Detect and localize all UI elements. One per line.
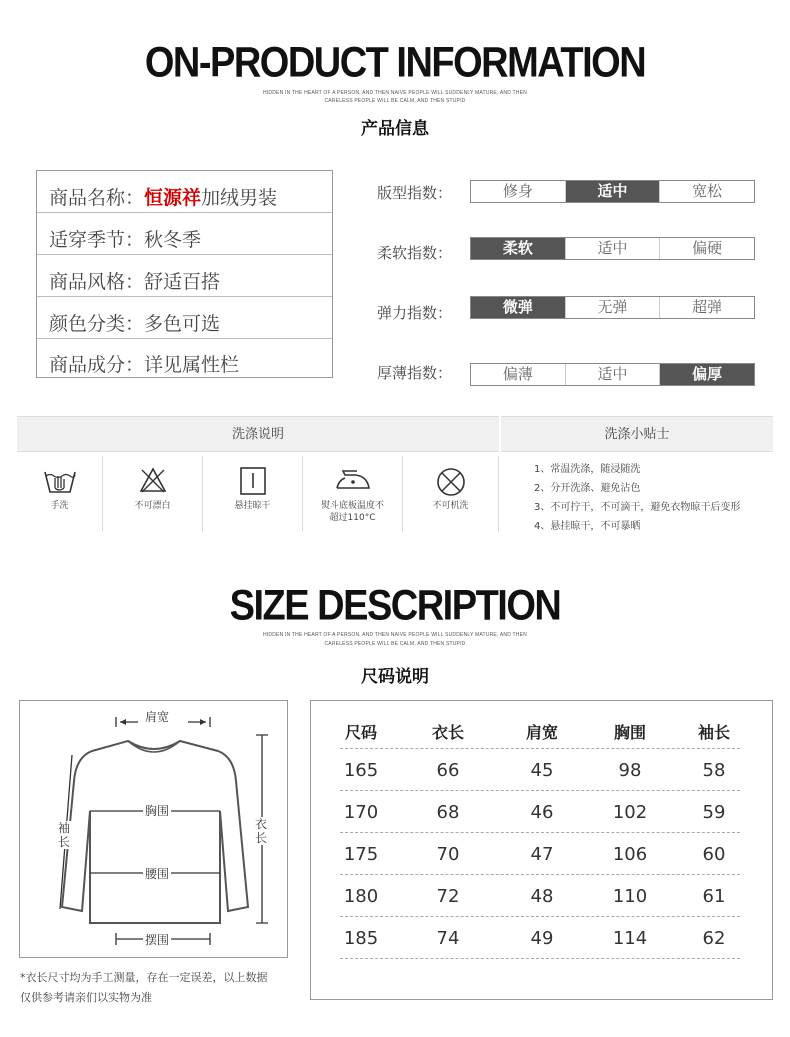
size-table-header: 袖长 [697, 723, 730, 742]
figure-label-hem: 摆围 [145, 933, 170, 947]
size-table-cell: 180 [343, 886, 379, 907]
iron-low-icon [333, 466, 373, 494]
size-table-cell: 102 [612, 802, 648, 823]
size-table-cell: 175 [343, 844, 379, 865]
subtitle-product-info: 产品信息 [361, 119, 429, 139]
attribute-label: 颜色分类： [49, 313, 145, 335]
scale-option-selected: 柔软 [471, 238, 565, 259]
no-machine-wash-icon [435, 466, 467, 498]
divider [37, 254, 332, 255]
note-line: *衣长尺寸均为手工测量，存在一定误差，以上数据 [20, 971, 268, 984]
care-item-hang-dry [203, 456, 303, 532]
care-label [303, 500, 402, 524]
size-table-cell: 66 [436, 760, 460, 781]
no-bleach-icon [138, 466, 168, 494]
care-right-header: 洗涤小贴士 [501, 416, 773, 452]
table-row-divider [340, 916, 740, 917]
care-tip: 1、常温洗涤，随浸随洗 [534, 464, 641, 475]
subtitle-size-info: 尺码说明 [361, 667, 429, 687]
size-table-cell: 68 [436, 802, 460, 823]
size-table-header: 肩宽 [525, 723, 558, 742]
scale-option: 修身 [502, 182, 533, 200]
scale-fit [470, 180, 755, 203]
care-tip: 2、分开洗涤、避免沾色 [534, 483, 641, 494]
scale-option-selected: 偏厚 [659, 364, 754, 385]
care-left-header: 洗涤说明 [17, 416, 499, 452]
section-title-size: SIZE DESCRIPTION [229, 582, 561, 630]
hand-wash-icon [43, 466, 77, 496]
scale-option: 偏硬 [659, 238, 754, 259]
attribute-color [49, 309, 220, 336]
scale-label-fit: 版型指数： [377, 184, 453, 202]
size-table-cell: 72 [436, 886, 460, 907]
size-table-cell: 61 [702, 886, 726, 907]
size-figure-box [19, 700, 288, 958]
attribute-value: 加绒男装 [201, 187, 278, 209]
care-item-hand-wash [17, 456, 103, 532]
scale-label-thickness: 厚薄指数： [377, 364, 453, 382]
divider [37, 338, 332, 339]
care-label-line: 熨斗底板温度不 [320, 501, 384, 511]
care-tips-list [534, 460, 740, 536]
size-table-cell: 58 [702, 760, 726, 781]
table-row-divider [340, 748, 740, 749]
size-table-cell: 45 [530, 760, 554, 781]
attribute-material [49, 350, 239, 377]
size-table-cell: 74 [436, 928, 460, 949]
size-table-cell: 62 [702, 928, 726, 949]
attribute-label: 商品名称： [49, 187, 145, 209]
size-table-cell: 98 [618, 760, 642, 781]
note-line: 仅供参考请亲们以实物为准 [20, 991, 152, 1004]
attribute-value: 秋冬季 [144, 229, 202, 251]
attribute-style [49, 267, 220, 294]
size-table-header: 尺码 [344, 723, 377, 742]
size-table-cell: 185 [343, 928, 379, 949]
attribute-season [49, 225, 201, 252]
tagline-line-1: HIDDEN IN THE HEART OF A PERSON, AND THEN NAIVE PEOPLE WILL SUDDENLY MATURE, AND THEN [263, 90, 527, 96]
care-item-no-bleach [103, 456, 203, 532]
tagline-line-2: CARELESS PEOPLE WILL BE CALM, AND THEN STUPID [324, 98, 466, 104]
attribute-value: 详见属性栏 [144, 354, 240, 376]
figure-label-shoulder: 肩宽 [145, 710, 170, 724]
size-table-cell: 60 [702, 844, 726, 865]
scale-option-selected: 适中 [565, 181, 660, 202]
brand-name: 恒源祥 [144, 187, 202, 209]
scale-label-softness: 柔软指数： [377, 244, 453, 262]
care-label: 悬挂晾干 [234, 501, 271, 511]
table-row-divider [340, 790, 740, 791]
care-label: 不可漂白 [134, 501, 171, 511]
size-table-cell: 110 [612, 886, 648, 907]
care-label: 手洗 [50, 501, 69, 511]
section-title-product: ON-PRODUCT INFORMATION [144, 39, 646, 87]
size-table-cell: 170 [343, 802, 379, 823]
product-attributes-box [36, 170, 333, 378]
care-tip: 3、不可拧干，不可滴干，避免衣物晾干后变形 [534, 502, 741, 513]
scale-option: 宽松 [659, 181, 754, 202]
tagline-line-1: HIDDEN IN THE HEART OF A PERSON, AND THEN NAIVE PEOPLE WILL SUDDENLY MATURE, AND THEN [263, 632, 527, 638]
size-table-cell: 59 [702, 802, 726, 823]
scale-softness [470, 237, 755, 260]
care-label-line: 超过110°C [329, 513, 376, 523]
care-label: 不可机洗 [432, 501, 469, 511]
size-table-cell: 70 [436, 844, 460, 865]
care-table [17, 416, 773, 532]
scale-option: 超弹 [659, 297, 754, 318]
size-table-header: 衣长 [431, 723, 464, 742]
scale-option: 偏薄 [502, 365, 533, 383]
size-table-cell: 106 [612, 844, 648, 865]
tagline-line-2: CARELESS PEOPLE WILL BE CALM, AND THEN STUPID [324, 641, 466, 647]
scale-option-selected: 微弹 [471, 297, 565, 318]
size-table-cell: 114 [612, 928, 648, 949]
size-table-cell: 48 [530, 886, 554, 907]
hang-dry-icon [239, 466, 267, 496]
table-row-divider [340, 958, 740, 959]
size-table-cell: 49 [530, 928, 554, 949]
attribute-name [49, 183, 277, 210]
table-row-divider [340, 832, 740, 833]
scale-thickness [470, 363, 755, 386]
figure-label-sleeve: 袖长 [58, 821, 71, 849]
size-table-cell: 47 [530, 844, 554, 865]
measurement-note [20, 968, 268, 1008]
scale-elasticity [470, 296, 755, 319]
figure-label-length: 衣长 [255, 817, 268, 845]
attribute-value: 舒适百搭 [144, 271, 221, 293]
care-item-no-machine-wash [403, 456, 499, 532]
divider [37, 212, 332, 213]
scale-label-elasticity: 弹力指数： [377, 304, 453, 322]
size-table-cell: 46 [530, 802, 554, 823]
size-table-cell: 165 [343, 760, 379, 781]
attribute-label: 适穿季节： [49, 229, 145, 251]
scale-option: 适中 [565, 238, 660, 259]
scale-option: 适中 [565, 364, 660, 385]
table-row-divider [340, 874, 740, 875]
scale-option: 无弹 [565, 297, 660, 318]
figure-label-chest: 胸围 [145, 804, 170, 818]
care-tip: 4、悬挂晾干，不可暴晒 [534, 521, 641, 532]
figure-label-waist: 腰围 [145, 867, 170, 881]
attribute-label: 商品成分： [49, 354, 145, 376]
care-item-iron [303, 456, 403, 532]
attribute-label: 商品风格： [49, 271, 145, 293]
divider [37, 296, 332, 297]
attribute-value: 多色可选 [144, 313, 221, 335]
size-table-header: 胸围 [613, 723, 646, 742]
